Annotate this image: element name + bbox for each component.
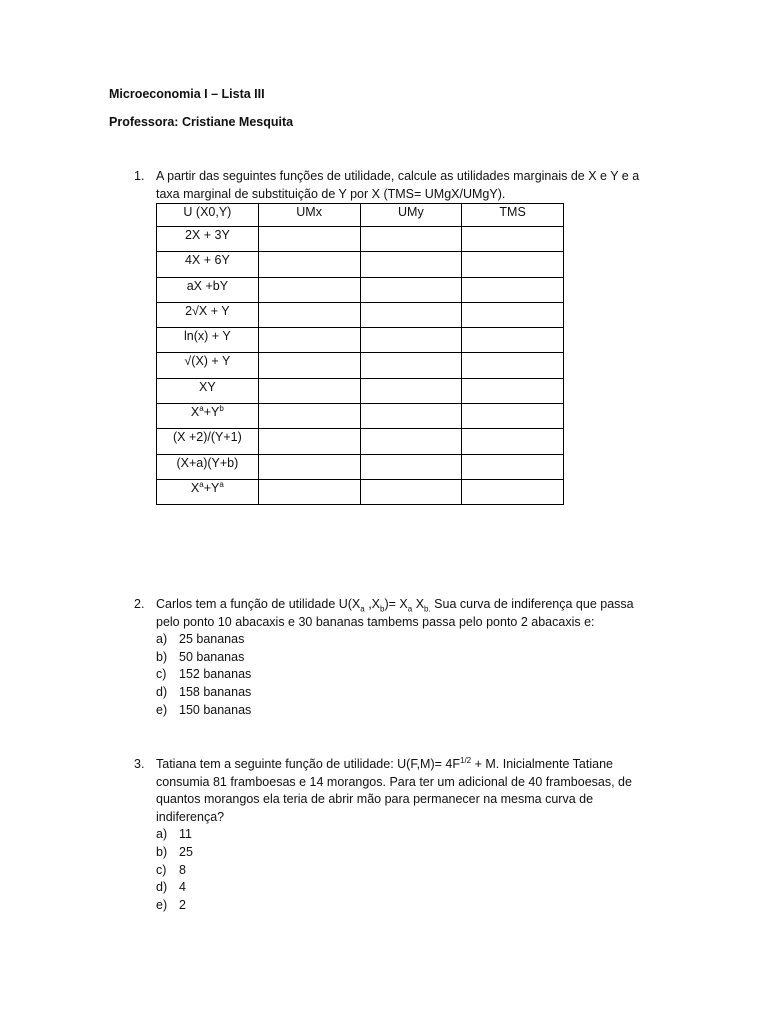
table-row [157, 404, 564, 429]
question-3-line-1: Tatiana tem a seguinte função de utilidade: $U(F,M)= 4F^{1/2} + M$. Inicialmente Tatiane [156, 755, 613, 771]
umy-cell[interactable] [360, 378, 462, 403]
utility-function: (X+a)(Y+b) [157, 454, 259, 479]
option-d[interactable]: d) 4 [156, 880, 186, 895]
umy-cell[interactable] [360, 454, 462, 479]
utility-table [156, 203, 564, 505]
umy-cell[interactable] [360, 227, 462, 252]
umx-cell[interactable] [258, 252, 360, 277]
option-c[interactable]: c) 152 bananas [156, 667, 252, 682]
question-2-line-1: Carlos tem a função de utilidade $U(X_a$ $,X_b)= X_a$ $X_{b.}$ Sua curva de indiferença que passa [156, 597, 634, 614]
umy-cell[interactable] [360, 302, 462, 327]
question-2-number: 2. [134, 597, 145, 611]
question-3-text [156, 756, 662, 914]
question-2-options [156, 631, 676, 719]
question-3-options [156, 826, 662, 914]
umy-cell[interactable] [360, 479, 462, 504]
option-b[interactable]: b) 25 [156, 844, 193, 859]
utility-function: $X^a+Y^a$ [157, 479, 259, 504]
umy-cell[interactable] [360, 328, 462, 353]
option-b[interactable]: b) 50 bananas [156, 649, 245, 664]
professor-name: Professora: Cristiane Mesquita [109, 115, 294, 129]
table-row [157, 277, 564, 302]
umx-cell[interactable] [258, 227, 360, 252]
header-umy: UMy [360, 204, 462, 227]
umx-cell[interactable] [258, 378, 360, 403]
utility-function: √(X) + Y [157, 353, 259, 378]
umx-cell[interactable] [258, 479, 360, 504]
table-row [157, 454, 564, 479]
tms-cell[interactable] [462, 479, 564, 504]
umy-cell[interactable] [360, 277, 462, 302]
utility-function: 2√X + Y [157, 302, 259, 327]
umx-cell[interactable] [258, 404, 360, 429]
question-2-line-2: pelo ponto 10 abacaxis e 30 bananas tambems passa pelo ponto 2 abacaxis e: [156, 614, 595, 629]
table-row [157, 252, 564, 277]
question-1-text: A partir das seguintes funções de utilidade, calcule as utilidades marginais de X e Y e a taxa marginal de substituição de Y por X (TMS= UMgX/UMgY). [156, 169, 640, 201]
table-row [157, 479, 564, 504]
header-utility: U (X0,Y) [157, 204, 259, 227]
table-header-row [157, 204, 564, 227]
umy-cell[interactable] [360, 252, 462, 277]
question-2-line-1-text: Carlos tem a função de utilidade U(X [156, 597, 361, 611]
utility-function: ln(x) + Y [157, 328, 259, 353]
question-1-number: 1. [134, 169, 145, 183]
option-a[interactable]: a) 11 [156, 827, 192, 842]
umx-cell[interactable] [258, 328, 360, 353]
tms-cell[interactable] [462, 353, 564, 378]
option-d[interactable]: d) 158 bananas [156, 684, 252, 699]
table-row [157, 378, 564, 403]
option-e[interactable]: e) 2 [156, 897, 186, 912]
table-row [157, 302, 564, 327]
tms-cell[interactable] [462, 454, 564, 479]
utility-function: 4X + 6Y [157, 252, 259, 277]
tms-cell[interactable] [462, 277, 564, 302]
table-row [157, 227, 564, 252]
tms-cell[interactable] [462, 227, 564, 252]
tms-cell[interactable] [462, 404, 564, 429]
utility-function: (X +2)/(Y+1) [157, 429, 259, 454]
document-title: Microeconomia I – Lista III [109, 87, 265, 101]
header-umx: UMx [258, 204, 360, 227]
question-3-number: 3. [134, 757, 145, 771]
table-row [157, 429, 564, 454]
utility-function: 2X + 3Y [157, 227, 259, 252]
header-tms: TMS [462, 204, 564, 227]
option-c[interactable]: c) 8 [156, 862, 186, 877]
tms-cell[interactable] [462, 378, 564, 403]
tms-cell[interactable] [462, 328, 564, 353]
table-row [157, 328, 564, 353]
umy-cell[interactable] [360, 353, 462, 378]
umx-cell[interactable] [258, 454, 360, 479]
utility-function: XY [157, 378, 259, 403]
tms-cell[interactable] [462, 302, 564, 327]
umx-cell[interactable] [258, 277, 360, 302]
option-a[interactable]: a) 25 bananas [156, 632, 245, 647]
tms-cell[interactable] [462, 429, 564, 454]
utility-function: aX +bY [157, 277, 259, 302]
tms-cell[interactable] [462, 252, 564, 277]
utility-function: $X^a+Y^b$ [157, 404, 259, 429]
question-2-text [156, 596, 676, 719]
umy-cell[interactable] [360, 429, 462, 454]
option-e[interactable]: e) 150 bananas [156, 702, 252, 717]
question-3-body: consumia 81 framboesas e 14 morangos. Para ter um adicional de 40 framboesas, de quantos morangos ela teria de abrir mão para permanecer na mesma curva de indiferença? [156, 774, 632, 824]
umx-cell[interactable] [258, 429, 360, 454]
umx-cell[interactable] [258, 353, 360, 378]
umx-cell[interactable] [258, 302, 360, 327]
umy-cell[interactable] [360, 404, 462, 429]
table-row [157, 353, 564, 378]
